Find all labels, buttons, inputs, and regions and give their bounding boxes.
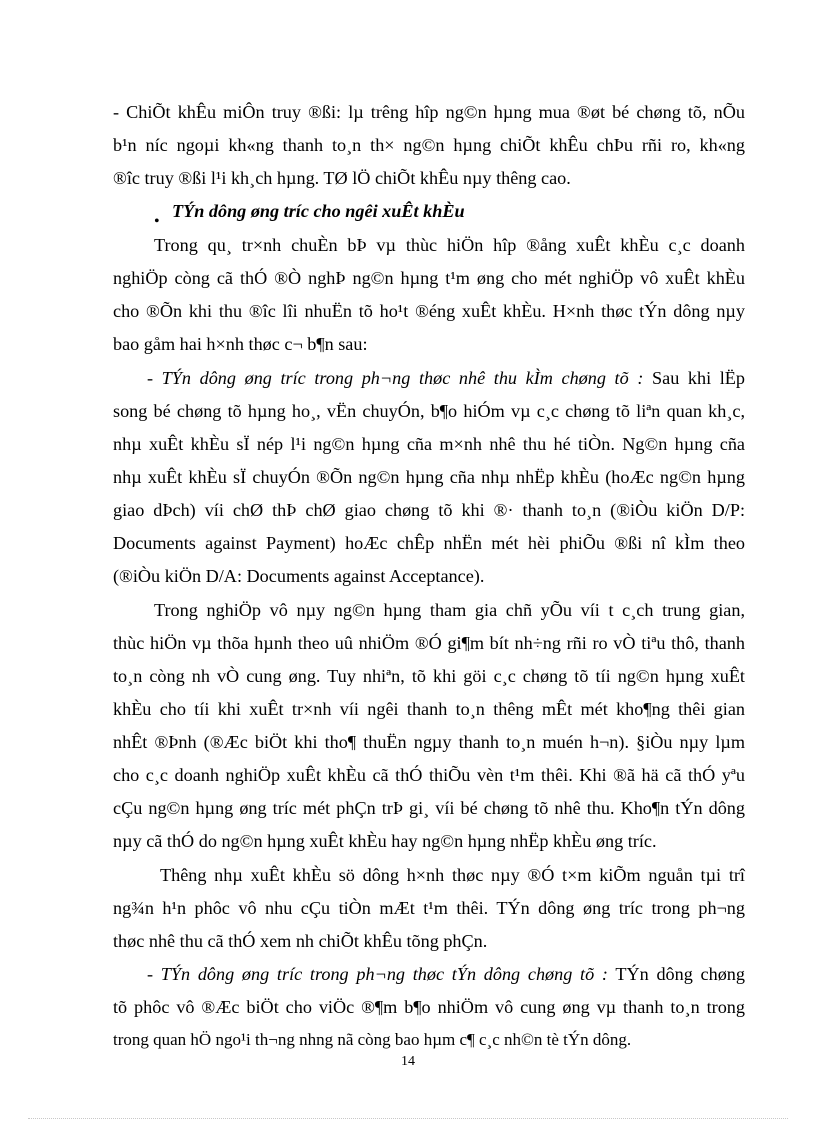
text-line: to¸n còng nh vÒ cung øng. Tuy nhiªn, tõ khi göi c¸c chøng tõ tíi ng©n hµng xuÊt — [113, 666, 745, 686]
text-line: - TÝn dông øng tríc trong ph¬ng thøc tÝn dông chøng tõ : TÝn dông chøng — [147, 964, 745, 984]
text-line: Documents against Payment) hoÆc chÊp nhËn mét hèi phiÕu ®ßi nî kÌm theo — [113, 533, 745, 553]
text-line: Thêng nhµ xuÊt khÈu sö dông h×nh thøc nµy ®Ó t×m kiÕm nguån tµi trî — [160, 865, 745, 885]
text-line: tõ phôc vô ®Æc biÖt cho viÖc ®¶m b¶o nhiÖm vô cung øng vµ thanh to¸n trong — [113, 997, 745, 1017]
text-line: b¹n níc ngoµi kh«ng thanh to¸n th× ng©n hµng chiÕt khÊu chÞu rñi ro, kh«ng — [113, 135, 745, 155]
text-line: - TÝn dông øng tríc trong ph¬ng thøc nhê thu kÌm chøng tõ : Sau khi lËp — [147, 368, 746, 388]
text-line: (®iÒu kiÖn D/A: Documents against Acceptance). — [113, 566, 485, 586]
subheading-italic: - TÝn dông øng tríc trong ph¬ng thøc tÝn dông chøng tõ : — [147, 964, 608, 984]
text-line: khÈu cho tíi khi xuÊt tr×nh víi ngêi thanh to¸n thêng mÊt mét kho¶ng thêi gian — [113, 699, 745, 719]
text-line: bao gåm hai h×nh thøc c¬ b¶n sau: — [113, 334, 368, 354]
text-line: nhÊt ®Þnh (®Æc biÖt khi tho¶ thuËn ngµy thanh to¸n muén h¬n). §iÒu nµy lµm — [113, 732, 745, 752]
text-line: nhµ xuÊt khÈu sÏ nép l¹i ng©n hµng cña m×nh nhê thu hé tiÒn. Ng©n hµng cña — [113, 434, 745, 454]
text-line: nhµ xuÊt khÈu sÏ chuyÓn ®Õn ng©n hµng cña nhµ nhËp khÈu (hoÆc ng©n hµng — [113, 467, 745, 487]
bullet-icon: • — [154, 213, 160, 230]
text-line: ng¾n h¹n phôc vô nhu cÇu tiÒn mÆt t¹m thêi. TÝn dông øng tríc trong ph¬ng — [113, 898, 745, 918]
text-line: trong quan hÖ ngo¹i th¬ng nhng nã còng bao hµm c¶ c¸c nh©n tè tÝn dông. — [113, 1030, 632, 1049]
text-line: cÇu ng©n hµng øng tríc mét phÇn trÞ gi¸ víi bé chøng tõ nhê thu. Kho¶n tÝn dông — [113, 798, 745, 818]
text-line: thøc nhê thu cã thÓ xem nh chiÕt khÊu tõng phÇn. — [113, 931, 488, 951]
text-line: giao dÞch) víi chØ thÞ chØ giao chøng tõ khi ®· thanh to¸n (®iÒu kiÖn D/P: — [113, 500, 745, 520]
text-line: cho ®Õn khi thu ®îc lîi nhuËn tõ ho¹t ®éng xuÊt khÈu. H×nh thøc tÝn dông nµy — [113, 301, 745, 321]
text-line: ®îc truy ®ßi l¹i kh¸ch hµng. TØ lÖ chiÕt khÊu nµy thêng cao. — [113, 168, 571, 188]
subheading-italic: - TÝn dông øng tríc trong ph¬ng thøc nhê thu kÌm chøng tõ : — [147, 368, 644, 388]
page-number: 14 — [401, 1054, 415, 1069]
text-line: thùc hiÖn vµ thõa hµnh theo uû nhiÖm ®Ó gi¶m bít nh÷ng rñi ro vÒ tiªu thô, thanh — [113, 633, 745, 653]
footer-divider — [28, 1118, 788, 1119]
text-line: cho c¸c doanh nghiÖp xuÊt khÈu cã thÓ thiÕu vèn t¹m thêi. Khi ®ã hä cã thÓ yªu — [113, 765, 745, 785]
text-line: song bé chøng tõ hµng ho¸, vËn chuyÓn, b¶o hiÓm vµ c¸c chøng tõ liªn quan kh¸c, — [113, 401, 745, 421]
text-line: - ChiÕt khÊu miÔn truy ®ßi: lµ trêng hîp ng©n hµng mua ®øt bé chøng tõ, nÕu — [113, 102, 745, 122]
section-heading: TÝn dông øng tríc cho ngêi xuÊt khÈu — [172, 201, 465, 221]
text-line: Trong qu¸ tr×nh chuÈn bÞ vµ thùc hiÖn hîp ®ång xuÊt khÈu c¸c doanh — [154, 235, 745, 255]
text-line: nghiÖp còng cã thÓ ®Ò nghÞ ng©n hµng t¹m øng cho mét nghiÖp vô xuÊt khÈu — [113, 268, 745, 288]
text-line: nµy cã thÓ do ng©n hµng xuÊt khÈu hay ng©n hµng nhËp khÈu øng tríc. — [113, 831, 657, 851]
text-line: Trong nghiÖp vô nµy ng©n hµng tham gia chñ yÕu víi t c¸ch trung gian, — [154, 600, 745, 620]
